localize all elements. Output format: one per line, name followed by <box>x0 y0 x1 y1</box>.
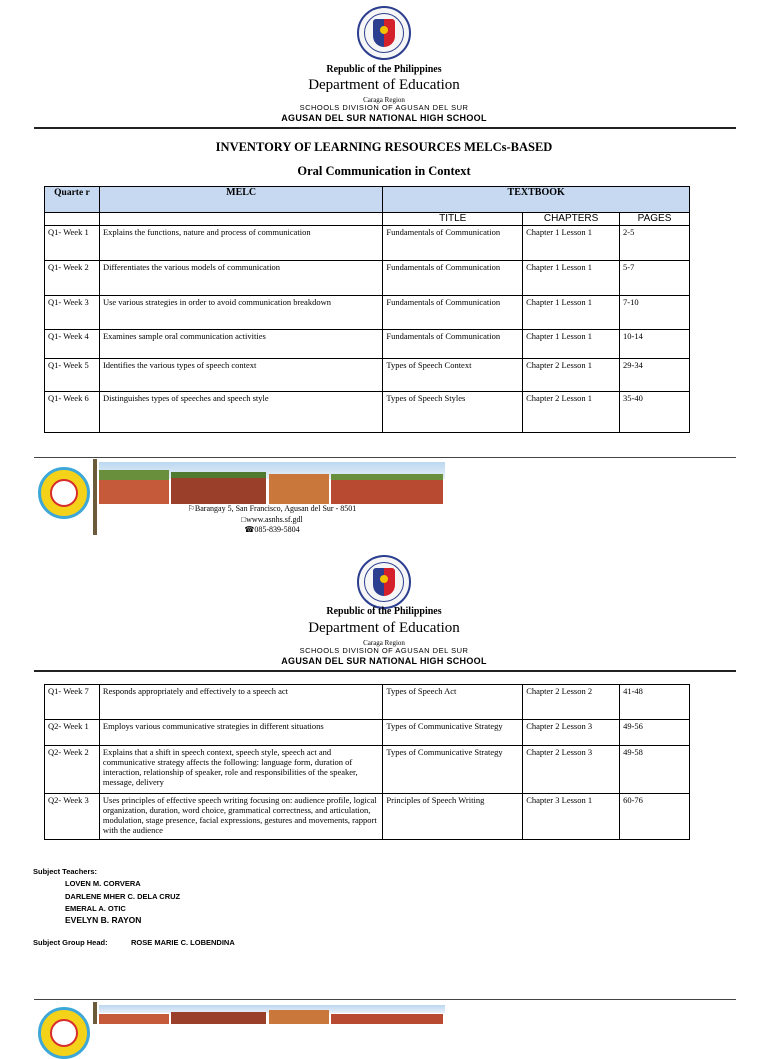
footer-rule <box>34 457 736 458</box>
footer-divider <box>93 459 97 535</box>
row-melc: Identifies the various types of speech context <box>99 359 382 392</box>
teacher-name: EMERAL A. OTIC <box>65 904 126 913</box>
row-quarter: Q1- Week 7 <box>45 685 100 720</box>
footer-phone: ☎085-839-5804 <box>244 525 300 534</box>
department-title: Department of Education <box>308 77 460 93</box>
teacher-name: EVELYN B. RAYON <box>65 915 142 925</box>
phone-icon: ☎ <box>244 525 255 534</box>
row-chapters: Chapter 1 Lesson 1 <box>523 330 620 359</box>
row-chapters: Chapter 3 Lesson 1 <box>523 794 620 840</box>
deped-seal <box>357 6 411 60</box>
table-row <box>45 720 690 746</box>
footer-address: ⚐Barangay 5, San Francisco, Agusan del Sur - 8501 <box>187 504 357 513</box>
row-quarter: Q1- Week 1 <box>45 226 100 261</box>
row-melc: Explains the functions, nature and process of communication <box>99 226 382 261</box>
school-logo <box>38 467 90 519</box>
row-pages: 5-7 <box>620 261 690 296</box>
row-pages: 41-48 <box>620 685 690 720</box>
quarter-subheader-blank <box>45 213 100 226</box>
row-chapters: Chapter 1 Lesson 1 <box>523 226 620 261</box>
row-quarter: Q1- Week 6 <box>45 392 100 433</box>
republic-label: Republic of the Philippines <box>326 606 442 617</box>
row-pages: 10-14 <box>620 330 690 359</box>
row-chapters: Chapter 2 Lesson 1 <box>523 359 620 392</box>
row-title: Fundamentals of Communication <box>383 226 523 261</box>
row-melc: Employs various communicative strategies in different situations <box>99 720 382 746</box>
row-pages: 7-10 <box>620 296 690 330</box>
row-chapters: Chapter 2 Lesson 3 <box>523 746 620 794</box>
melc-header: MELC <box>99 187 382 213</box>
row-title: Fundamentals of Communication <box>383 261 523 296</box>
row-quarter: Q1- Week 2 <box>45 261 100 296</box>
row-quarter: Q2- Week 1 <box>45 720 100 746</box>
pages-header: PAGES <box>620 213 690 226</box>
row-melc: Responds appropriately and effectively to a speech act <box>99 685 382 720</box>
row-quarter: Q1- Week 3 <box>45 296 100 330</box>
monitor-icon: □ <box>241 515 247 524</box>
table-row <box>45 226 690 261</box>
row-title: Principles of Speech Writing <box>383 794 523 840</box>
row-melc: Use various strategies in order to avoid communication breakdown <box>99 296 382 330</box>
republic-label: Republic of the Philippines <box>326 64 442 75</box>
row-title: Types of Speech Styles <box>383 392 523 433</box>
row-chapters: Chapter 2 Lesson 3 <box>523 720 620 746</box>
row-pages: 49-58 <box>620 746 690 794</box>
deped-seal <box>357 555 411 609</box>
row-pages: 60-76 <box>620 794 690 840</box>
chapters-header: CHAPTERS <box>523 213 620 226</box>
table-row <box>45 685 690 720</box>
melc-subheader-blank <box>99 213 382 226</box>
row-chapters: Chapter 2 Lesson 2 <box>523 685 620 720</box>
department-title: Department of Education <box>308 620 460 636</box>
footer-divider <box>93 1002 97 1024</box>
textbook-header: TEXTBOOK <box>383 187 690 213</box>
row-pages: 49-56 <box>620 720 690 746</box>
document-title: INVENTORY OF LEARNING RESOURCES MELCs-BASED <box>215 140 553 154</box>
group-head-name: ROSE MARIE C. LOBENDINA <box>131 938 235 947</box>
footer-rule <box>34 999 736 1000</box>
teachers-label: Subject Teachers: <box>33 867 98 876</box>
row-quarter: Q2- Week 2 <box>45 746 100 794</box>
region-label: Caraga Region <box>363 639 405 647</box>
table-row <box>45 746 690 794</box>
school-photo <box>99 1005 445 1024</box>
school-photo <box>99 462 445 504</box>
division-label: SCHOOLS DIVISION OF AGUSAN DEL SUR <box>299 103 469 112</box>
melc-table-2 <box>44 684 690 840</box>
melc-table-1 <box>44 186 690 433</box>
quarter-header: Quarte r <box>45 187 100 213</box>
subject-title: Oral Communication in Context <box>297 164 471 178</box>
school-logo <box>38 1007 90 1059</box>
row-title: Types of Speech Act <box>383 685 523 720</box>
school-name: AGUSAN DEL SUR NATIONAL HIGH SCHOOL <box>281 656 487 666</box>
row-title: Types of Speech Context <box>383 359 523 392</box>
row-melc: Examines sample oral communication activities <box>99 330 382 359</box>
footer-web: □www.asnhs.sf.gdl <box>241 515 303 524</box>
row-pages: 2-5 <box>620 226 690 261</box>
location-icon: ⚐ <box>187 504 195 513</box>
row-melc: Distinguishes types of speeches and speech style <box>99 392 382 433</box>
row-title: Fundamentals of Communication <box>383 330 523 359</box>
row-melc: Uses principles of effective speech writing focusing on: audience profile, logical organization, duration, word choice, grammatical correctness, and articulation, modulation, stage presence, facial expressions, gestures and movements, rapport with the audience <box>99 794 382 840</box>
school-name: AGUSAN DEL SUR NATIONAL HIGH SCHOOL <box>281 113 487 123</box>
row-chapters: Chapter 1 Lesson 1 <box>523 261 620 296</box>
table-row <box>45 794 690 840</box>
row-quarter: Q2- Week 3 <box>45 794 100 840</box>
row-melc: Explains that a shift in speech context, speech style, speech act and communicative strategy affects the following: language form, duration of interaction, relationship of speaker, role and responsibilities of the speaker, message, delivery <box>99 746 382 794</box>
row-pages: 29-34 <box>620 359 690 392</box>
row-pages: 35-40 <box>620 392 690 433</box>
row-melc: Differentiates the various models of communication <box>99 261 382 296</box>
teacher-name: DARLENE MHER C. DELA CRUZ <box>65 892 181 901</box>
header-rule <box>34 127 736 129</box>
region-label: Caraga Region <box>363 96 405 104</box>
row-quarter: Q1- Week 5 <box>45 359 100 392</box>
row-title: Fundamentals of Communication <box>383 296 523 330</box>
division-label: SCHOOLS DIVISION OF AGUSAN DEL SUR <box>299 646 469 655</box>
header-rule <box>34 670 736 672</box>
row-title: Types of Communicative Strategy <box>383 746 523 794</box>
table-row <box>45 330 690 359</box>
row-chapters: Chapter 2 Lesson 1 <box>523 392 620 433</box>
group-head-label: Subject Group Head: <box>33 938 108 947</box>
teacher-name: LOVEN M. CORVERA <box>65 879 141 888</box>
table-row <box>45 261 690 296</box>
table-row <box>45 392 690 433</box>
row-quarter: Q1- Week 4 <box>45 330 100 359</box>
row-title: Types of Communicative Strategy <box>383 720 523 746</box>
title-header: TITLE <box>383 213 523 226</box>
row-chapters: Chapter 1 Lesson 1 <box>523 296 620 330</box>
table-row <box>45 296 690 330</box>
table-row <box>45 359 690 392</box>
